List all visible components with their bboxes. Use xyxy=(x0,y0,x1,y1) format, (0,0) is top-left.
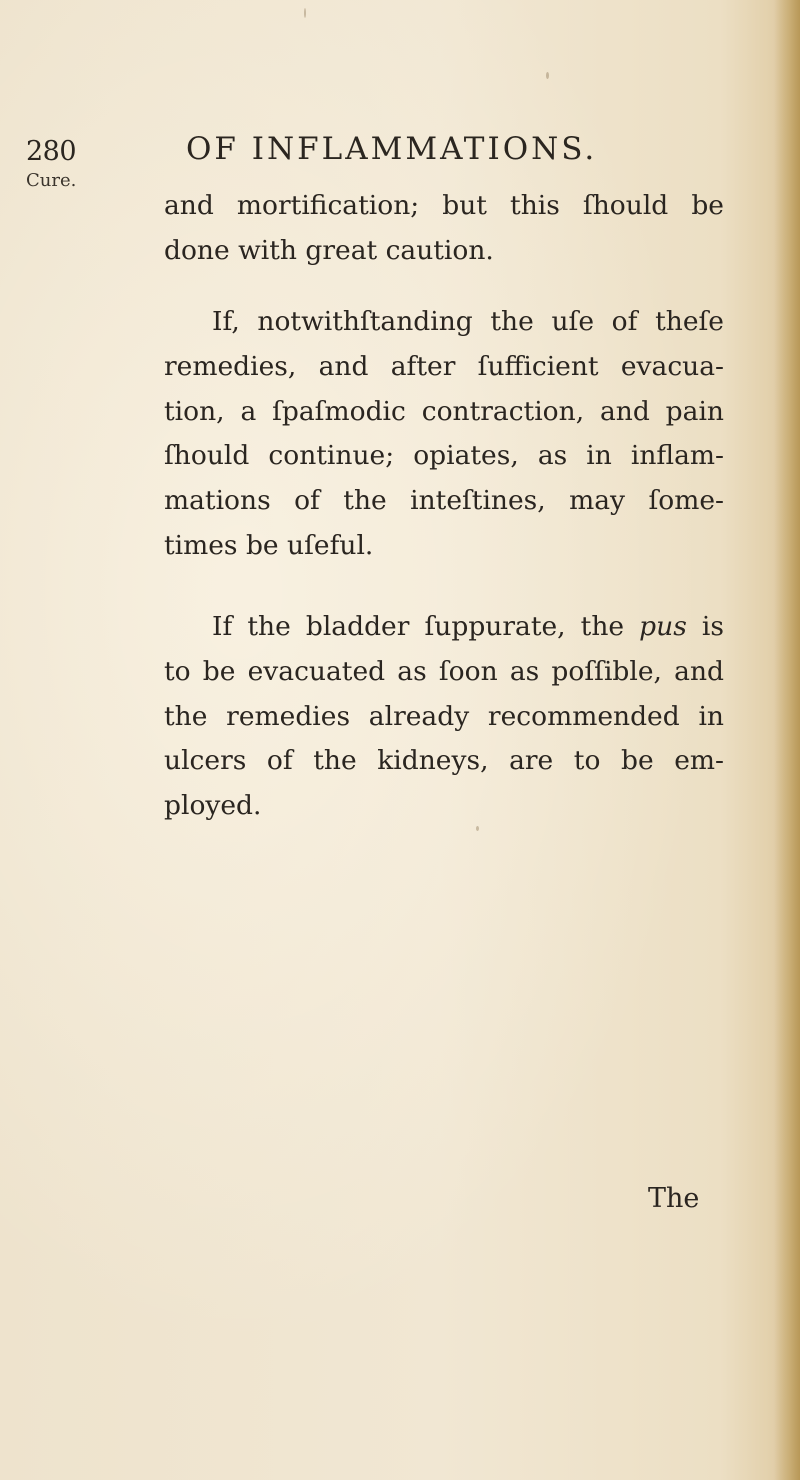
text-line: and mortification; but this ſhould be xyxy=(164,190,724,221)
text-line: times be uſeful. xyxy=(164,529,374,561)
text-line xyxy=(164,605,724,650)
page-number: 280 xyxy=(26,136,77,167)
running-head: OF INFLAMMATIONS. xyxy=(186,131,598,167)
paper-speck xyxy=(476,826,479,831)
text-line: ployed. xyxy=(164,790,262,822)
text-line: the remedies already recommended in xyxy=(164,700,724,732)
italic-term: pus xyxy=(639,611,687,642)
text-line: to be evacuated as ſoon as poſſible, and xyxy=(164,655,724,687)
paragraph-2 xyxy=(164,300,724,569)
text-line: tion, a ſpaſmodic contraction, and pain xyxy=(164,395,724,427)
text-segment: is xyxy=(686,611,724,642)
text-line: ulcers of the kidneys, are to be em- xyxy=(164,745,724,777)
paper-speck xyxy=(304,8,306,18)
paper-speck xyxy=(546,72,549,79)
paragraph-3 xyxy=(164,605,724,829)
catchword: The xyxy=(648,1183,700,1214)
text-line: If, notwithſtanding the uſe of theſe xyxy=(212,306,724,337)
paragraph-1 xyxy=(164,184,724,274)
text-line: ſhould continue; opiates, as in inflam- xyxy=(164,440,724,472)
text-line: mations of the inteſtines, may ſome- xyxy=(164,485,724,517)
text-line: remedies, and after ſufficient evacua- xyxy=(164,350,724,382)
text-segment: If the bladder ſuppurate, the xyxy=(212,611,640,642)
text-line: done with great caution. xyxy=(164,234,494,266)
page-edge-shadow xyxy=(774,0,800,1480)
margin-note: Cure. xyxy=(26,170,77,191)
